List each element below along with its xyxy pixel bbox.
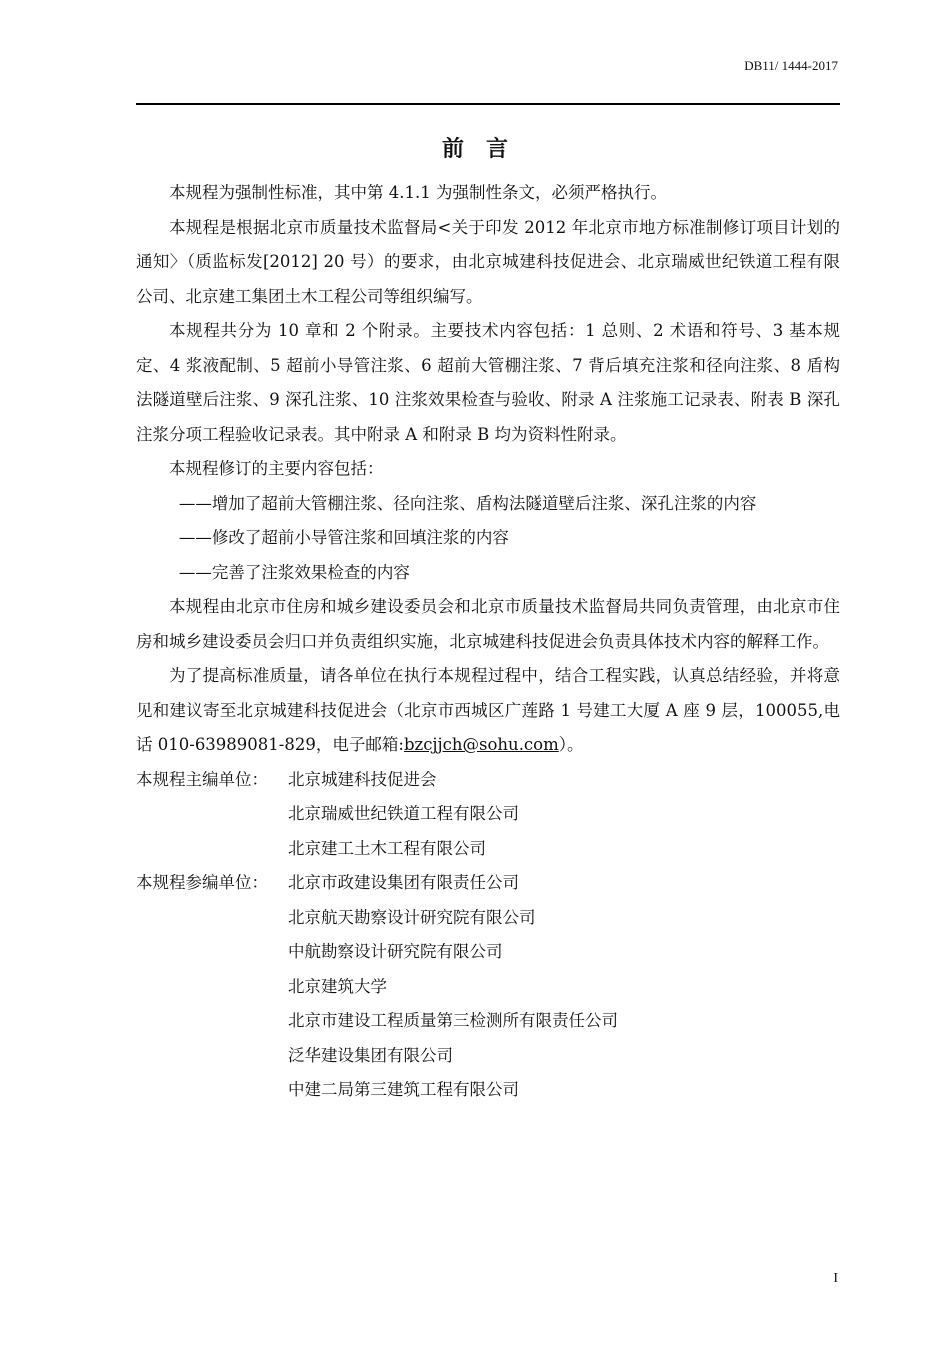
chief-editor-unit: 北京瑞威世纪铁道工程有限公司 <box>288 804 519 823</box>
chief-editor-row <box>136 763 840 798</box>
chief-editor-row <box>136 797 840 832</box>
page-title: 前言 <box>441 136 530 162</box>
revision-item: ——修改了超前小导管注浆和回填注浆的内容 <box>178 528 509 547</box>
participating-editor-row <box>136 1039 840 1074</box>
chief-editor-unit: 北京城建科技促进会 <box>288 769 437 789</box>
foreword-body <box>136 176 840 1108</box>
participating-editor-unit: 北京市建设工程质量第三检测所有限责任公司 <box>288 1011 618 1030</box>
paragraph-revision-intro: 本规程修订的主要内容包括： <box>169 459 384 478</box>
chief-editor-unit: 北京建工土木工程有限公司 <box>288 838 486 858</box>
participating-editor-row <box>136 866 840 901</box>
document-code: DB11/ 1444-2017 <box>744 58 838 73</box>
chief-editor-row <box>136 832 840 867</box>
paragraph-mandatory: 本规程为强制性标准，其中第 4.1.1 为强制性条文，必须严格执行。 <box>169 183 667 202</box>
participating-editor-row <box>136 1073 840 1108</box>
paragraph-management: 本规程由北京市住房和城乡建设委员会和北京市质量技术监督局共同负责管理，由北京市住房和城乡建设委员会归口并负责组织实施，北京城建科技促进会负责具体技术内容的解释工作。 <box>136 597 840 651</box>
email-link[interactable]: bzcjjch@sohu.com <box>403 735 559 754</box>
participating-editor-label: 本规程参编单位： <box>136 873 268 892</box>
feedback-text: 为了提高标准质量，请各单位在执行本规程过程中，结合工程实践，认真总结经验，并将意见和建议寄至北京城建科技促进会（北京市西城区广莲路 1 号建工大厦 A 座 9 层，100055,电话 010-63989081-829，电子邮箱: <box>136 666 840 754</box>
header-rule <box>136 103 840 105</box>
paragraph-feedback <box>136 659 840 763</box>
participating-editor-unit: 中航勘察设计研究院有限公司 <box>288 942 503 961</box>
revision-item: ——完善了注浆效果检查的内容 <box>178 562 410 582</box>
paragraph-contents: 本规程共分为 10 章和 2 个附录。主要技术内容包括：1 总则、2 术语和符号、3 基本规定、4 浆液配制、5 超前小导管注浆、6 超前大管棚注浆、7 背后填充注浆和径向注浆、8 盾构法隧道壁后注浆、9 深孔注浆、10 注浆效果检查与验收、附录 A 注浆施工记录表、附表 B 深孔注浆分项工程验收记录表。其中附录 A 和附录 B 均为资料性附录。 <box>136 321 840 444</box>
participating-editor-row <box>136 970 840 1005</box>
revision-item: ——增加了超前大管棚注浆、径向注浆、盾构法隧道壁后注浆、深孔注浆的内容 <box>178 493 757 513</box>
paragraph-basis: 本规程是根据北京市质量技术监督局<关于印发 2012 年北京市地方标准制修订项目计划的通知〉（质监标发[2012] 20 号）的要求，由北京城建科技促进会、北京瑞威世纪铁道工程有限公司、北京建工集团土木工程公司等组织编写。 <box>136 217 840 306</box>
participating-editor-unit: 泛华建设集团有限公司 <box>288 1045 453 1065</box>
participating-editor-row <box>136 1004 840 1039</box>
feedback-end: ）。 <box>558 735 584 754</box>
participating-editor-unit: 北京市政建设集团有限责任公司 <box>288 873 519 892</box>
participating-editor-row <box>136 935 840 970</box>
page-number: I <box>833 1271 838 1286</box>
participating-editor-unit: 北京建筑大学 <box>288 976 387 996</box>
chief-editor-label: 本规程主编单位： <box>136 769 268 789</box>
participating-editor-unit: 北京航天勘察设计研究院有限公司 <box>288 907 536 927</box>
participating-editor-row <box>136 901 840 936</box>
participating-editor-unit: 中建二局第三建筑工程有限公司 <box>288 1080 519 1099</box>
